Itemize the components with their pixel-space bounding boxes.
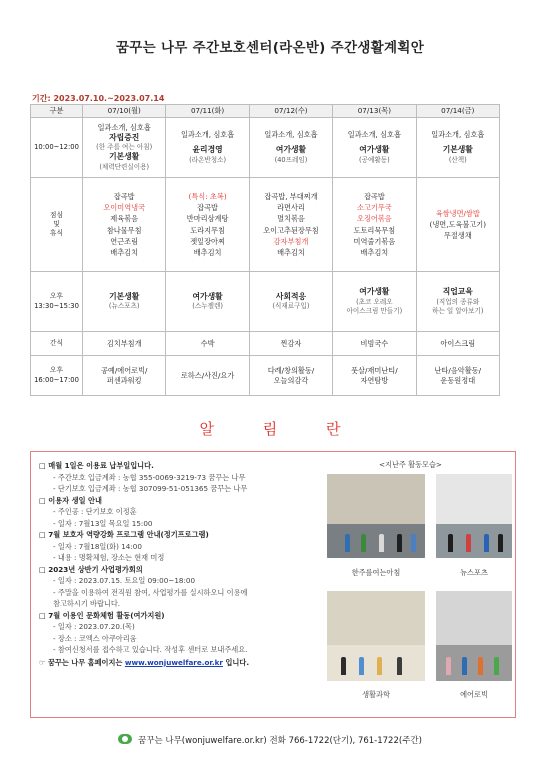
row-label-line: 13:30~15:30 bbox=[34, 301, 79, 310]
notice-item bbox=[39, 610, 331, 656]
menu-item: 연근조림 bbox=[110, 236, 139, 246]
notice-item-detail: - 주간보호 입금계좌 : 농협 355-0069-3219-73 꿈꾸는 나무 bbox=[53, 472, 246, 482]
photo-caption: 에어로빅 bbox=[460, 690, 488, 699]
menu-cell bbox=[83, 178, 166, 272]
row-label-line: 16:00~17:00 bbox=[34, 375, 79, 384]
header-cell: 07/14(금) bbox=[416, 105, 499, 118]
notice-item bbox=[39, 564, 331, 610]
homepage-prefix: ☞ 꿈꾸는 나무 홈페이지는 bbox=[39, 657, 125, 667]
row-label: 10:00~12:00 bbox=[31, 118, 83, 178]
menu-item: 제육볶음 bbox=[110, 214, 139, 224]
notice-item-title: □ 매월 1일은 이용료 납부일입니다. bbox=[39, 461, 154, 470]
tree-logo-icon bbox=[118, 734, 132, 744]
cell-line: (40프레임) bbox=[274, 155, 308, 164]
notice-item bbox=[39, 529, 331, 564]
menu-cell bbox=[249, 178, 332, 272]
notice-item-detail: - 장소 : 코엑스 아쿠아리움 bbox=[53, 633, 137, 643]
cell-line: 풋살/재미난티/ bbox=[351, 365, 398, 375]
notice-item-detail: 참고하시기 바랍니다. bbox=[53, 599, 121, 609]
activity-photo bbox=[436, 474, 512, 558]
photo-caption: 생활과학 bbox=[362, 690, 390, 699]
row-label-line: 휴식 bbox=[49, 229, 64, 238]
photo-caption: 한주를여는아침 bbox=[351, 568, 401, 577]
schedule-cell bbox=[166, 118, 249, 178]
activity-photo bbox=[327, 591, 425, 681]
afternoon-row bbox=[31, 272, 500, 332]
program-cell bbox=[416, 356, 499, 396]
footer-text: 꿈꾸는 나무(wonjuwelfare.or.kr) 전화 766-1722(단기), 761-1722(주간) bbox=[138, 736, 422, 746]
page-title: 꿈꾸는 나무 주간보호센터(라온반) 주간생활계획안 bbox=[115, 40, 425, 56]
schedule-cell bbox=[249, 272, 332, 332]
snack-cell: 김치부침개 bbox=[83, 332, 166, 356]
menu-item: 잡곡밥, 부대찌개 bbox=[264, 192, 318, 202]
menu-item: 반마리삼계탕 bbox=[186, 214, 229, 224]
homepage-line bbox=[39, 657, 331, 669]
homepage-suffix: 입니다. bbox=[222, 657, 250, 667]
row-label bbox=[31, 178, 83, 272]
cell-line: 자립증진 bbox=[109, 132, 140, 142]
menu-cell bbox=[333, 178, 416, 272]
menu-item: 오이고추된장무침 bbox=[263, 225, 319, 235]
cell-line: (뉴스포츠) bbox=[108, 302, 140, 311]
header-cell: 구분 bbox=[31, 105, 83, 118]
menu-item: 감자부침개 bbox=[273, 236, 309, 246]
schedule-cell bbox=[83, 272, 166, 332]
menu-item: 배추김치 bbox=[277, 247, 305, 257]
cell-line: 기본생활 bbox=[109, 152, 140, 162]
cell-line: (체력단련실이용) bbox=[99, 162, 150, 171]
cell-line: 윤리경영 bbox=[192, 145, 223, 155]
notice-heading: 알 림 란 bbox=[199, 420, 363, 438]
menu-item: 미역줄기볶음 bbox=[353, 236, 396, 246]
menu-item: 배추김치 bbox=[110, 247, 139, 257]
cell-line: 자연탐방 bbox=[360, 375, 389, 385]
menu-item: 육쌈냉면/쌈밥 bbox=[435, 208, 480, 218]
snack-cell: 비빔국수 bbox=[333, 332, 416, 356]
header-cell: 07/13(목) bbox=[333, 105, 416, 118]
menu-cell bbox=[166, 178, 249, 272]
cell-line: 여가생활 bbox=[359, 287, 390, 297]
cell-line: 퍼센과워킹 bbox=[106, 375, 142, 385]
cell-line: 일과소개, 심호흡 bbox=[431, 130, 485, 140]
notice-item bbox=[39, 460, 331, 495]
cell-line: 일과소개, 심호흡 bbox=[347, 130, 401, 140]
cell-line: (직업의 종류와 bbox=[436, 297, 480, 306]
notice-item-detail: - 내용 : 명확체험, 장소는 현재 미정 bbox=[53, 553, 165, 563]
cell-line: (한 주를 여는 아침) bbox=[96, 143, 153, 152]
cell-line: 운동원정대 bbox=[440, 375, 476, 385]
schedule-cell bbox=[416, 118, 499, 178]
cell-line: 여가생활 bbox=[192, 291, 223, 301]
cell-line: 다례/창의활동/ bbox=[267, 365, 315, 375]
notice-item-detail: - 일자 : 7월18일(화) 14:00 bbox=[53, 541, 142, 551]
activity-photo bbox=[436, 591, 512, 681]
row-label-line: 점심 bbox=[49, 210, 64, 219]
schedule-cell bbox=[416, 272, 499, 332]
notice-item-detail: - 주인공 : 단기보호 이정훈 bbox=[53, 507, 137, 517]
program-cell bbox=[166, 356, 249, 396]
activity-photo bbox=[327, 474, 425, 558]
cell-line: (초코 오레오 bbox=[356, 297, 393, 306]
photo-caption: 뉴스포츠 bbox=[460, 568, 488, 577]
schedule-cell bbox=[333, 272, 416, 332]
row-label: 간식 bbox=[31, 332, 83, 356]
row-label bbox=[31, 272, 83, 332]
schedule-cell bbox=[166, 272, 249, 332]
snack-cell: 아이스크림 bbox=[416, 332, 499, 356]
schedule-cell bbox=[249, 118, 332, 178]
schedule-cell bbox=[333, 118, 416, 178]
cell-line: 여가생활 bbox=[275, 145, 307, 155]
menu-item: 오징어볶음 bbox=[357, 214, 392, 224]
cell-line: (식재료구입) bbox=[272, 302, 310, 311]
photos-caption: <지난주 활동모습> bbox=[379, 460, 442, 469]
header-cell: 07/10(월) bbox=[83, 105, 166, 118]
menu-item: 라면사리 bbox=[277, 203, 305, 213]
menu-item: 소고기무국 bbox=[357, 203, 392, 213]
notice-item-detail: - 일자 : 7월13일 목요일 15:00 bbox=[53, 518, 153, 528]
homepage-link[interactable]: www.wonjuwelfare.or.kr bbox=[124, 657, 223, 667]
cell-line: (공예활동) bbox=[359, 155, 390, 164]
cell-line: 오늘의감각 bbox=[273, 375, 309, 385]
cell-line: 일과소개, 심호흡 bbox=[97, 123, 151, 133]
menu-item: (냉면,도육불고기) bbox=[429, 219, 487, 229]
notice-item-title: □ 7월 보호자 역량강화 프로그램 안내(정기프로그램) bbox=[39, 530, 209, 540]
program-cell bbox=[249, 356, 332, 396]
menu-item: 배추김치 bbox=[193, 247, 222, 257]
menu-item: 참나물무침 bbox=[106, 225, 142, 235]
cell-line: (스누젤렌) bbox=[192, 302, 223, 311]
program-cell bbox=[83, 356, 166, 396]
cell-line: 기본생활 bbox=[109, 291, 140, 301]
row-label bbox=[31, 356, 83, 396]
cell-line: 아이스크림 만들기) bbox=[346, 306, 403, 315]
row-label-line: 오후 bbox=[49, 292, 64, 301]
cell-line: 사회적응 bbox=[275, 291, 307, 301]
menu-cell bbox=[416, 178, 499, 272]
cell-line: (산책) bbox=[448, 155, 467, 164]
menu-item: 도토리묵무침 bbox=[353, 225, 396, 235]
cell-line: 직업교육 bbox=[442, 287, 473, 297]
notice-item bbox=[39, 495, 331, 530]
header-cell: 07/12(수) bbox=[249, 105, 332, 118]
weekly-schedule-table bbox=[30, 104, 500, 396]
cell-line: 여가생활 bbox=[359, 145, 390, 155]
menu-item: 멸치볶음 bbox=[277, 214, 305, 224]
notice-item-title: □ 7월 이용인 문화체험 활동(여가지원) bbox=[39, 610, 165, 620]
menu-item: 잡곡밥 bbox=[363, 192, 385, 202]
row-label-line: 오후 bbox=[49, 366, 64, 375]
cell-line: 하는 일 알아보기) bbox=[432, 306, 484, 315]
cell-line: 기본생활 bbox=[442, 145, 473, 155]
snack-row bbox=[31, 332, 500, 356]
schedule-cell bbox=[83, 118, 166, 178]
menu-item: 잡곡밥 bbox=[197, 203, 218, 213]
lunch-row bbox=[31, 178, 500, 272]
cell-line: 난타/음악활동/ bbox=[434, 365, 482, 375]
table-header-row bbox=[31, 105, 500, 118]
menu-item: 배추김치 bbox=[360, 247, 389, 257]
footer bbox=[0, 734, 540, 746]
notice-item-title: □ 이용자 생일 안내 bbox=[39, 495, 102, 505]
cell-line: 일과소개, 심호흡 bbox=[264, 130, 318, 140]
cell-line: 공예/에어로빅/ bbox=[100, 365, 148, 375]
row-label-line: 및 bbox=[53, 219, 60, 228]
notice-item-detail: - 일자 : 2023.07.20.(목) bbox=[53, 622, 135, 632]
notice-item-detail: - 단기보호 입금계좌 : 농협 307099-51-051365 꿈꾸는 나무 bbox=[53, 484, 248, 494]
snack-cell: 수박 bbox=[166, 332, 249, 356]
notice-item-detail: - 주말을 이용하여 전직원 참여, 사업평가를 실시하오니 이용에 bbox=[53, 587, 248, 597]
morning-row bbox=[31, 118, 500, 178]
period-label: 기간: 2023.07.10.~2023.07.14 bbox=[32, 94, 165, 103]
menu-item: 도라지무침 bbox=[190, 225, 225, 235]
menu-item: (특식: 초복) bbox=[188, 192, 227, 202]
header-cell: 07/11(화) bbox=[166, 105, 249, 118]
menu-item: 젯잎장아찌 bbox=[190, 236, 225, 246]
cell-line: (라온반청소) bbox=[189, 155, 227, 164]
notice-box bbox=[30, 451, 516, 718]
menu-item: 무절생채 bbox=[443, 231, 472, 241]
menu-item: 잡곡밥 bbox=[113, 192, 135, 202]
menu-item: 오이미역냉국 bbox=[103, 203, 146, 213]
notice-item-detail: - 참여신청서를 접수하고 있습니다. 작성후 센터로 보내주세요. bbox=[53, 645, 248, 655]
late-afternoon-row bbox=[31, 356, 500, 396]
snack-cell: 찐감자 bbox=[249, 332, 332, 356]
notice-item-detail: - 일자 : 2023.07.15. 토요일 09:00~18:00 bbox=[53, 576, 196, 586]
notice-list bbox=[39, 460, 331, 668]
notice-item-title: □ 2023년 상반기 사업평가회의 bbox=[39, 564, 143, 574]
cell-line: 일과소개, 심호흡 bbox=[180, 130, 235, 140]
program-cell bbox=[333, 356, 416, 396]
cell-line: 로하스/사진/요가 bbox=[180, 370, 235, 380]
